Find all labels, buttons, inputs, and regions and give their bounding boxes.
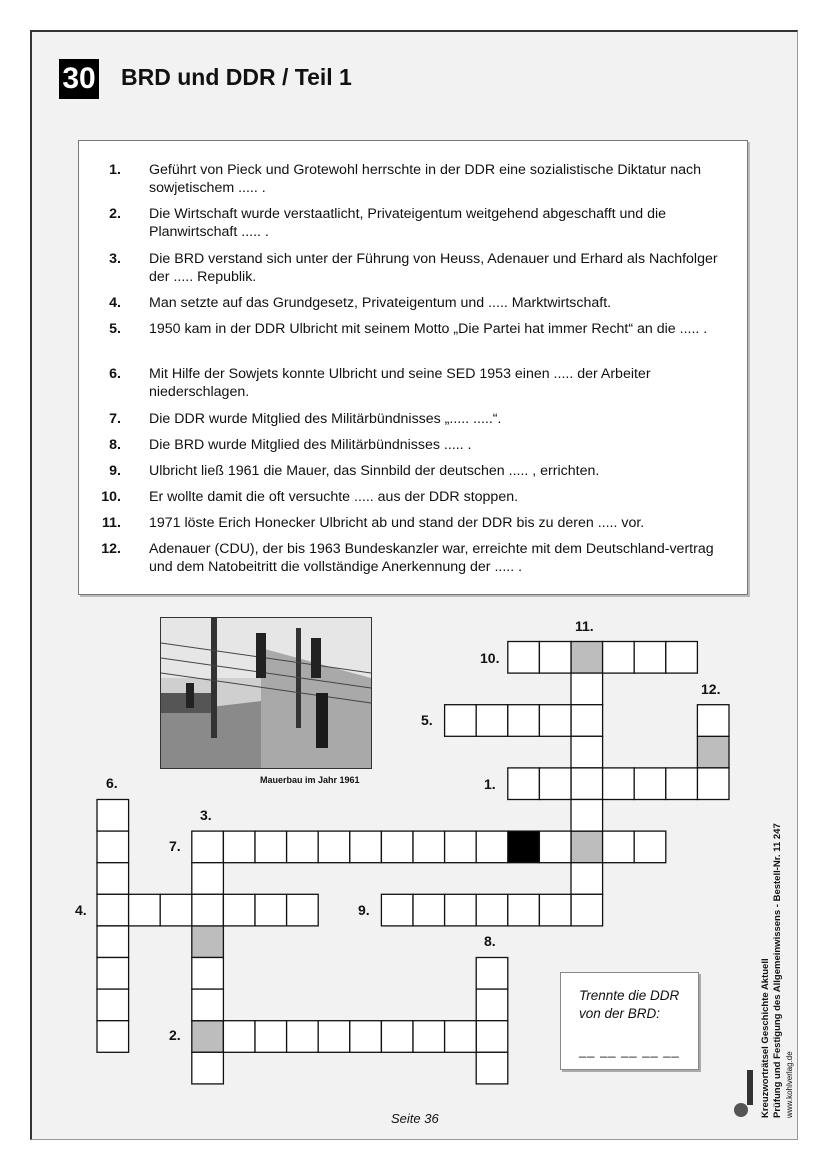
crossword-cell[interactable] bbox=[445, 1021, 477, 1053]
crossword-cell[interactable] bbox=[413, 831, 445, 863]
crossword-cell[interactable] bbox=[571, 863, 603, 895]
crossword-cell[interactable] bbox=[97, 1021, 129, 1053]
crossword-cell[interactable] bbox=[381, 831, 413, 863]
clue-number: 9. bbox=[358, 902, 370, 918]
crossword-cell[interactable] bbox=[445, 831, 477, 863]
crossword-cell[interactable] bbox=[97, 831, 129, 863]
crossword-cell[interactable] bbox=[571, 831, 603, 863]
crossword-cell[interactable] bbox=[571, 768, 603, 800]
crossword-cell[interactable] bbox=[97, 926, 129, 958]
series-subtitle: Prüfung und Festigung des Allgemeinwissens - Bestell-Nr. 11 247 bbox=[772, 823, 783, 1118]
crossword-cell[interactable] bbox=[192, 894, 224, 926]
crossword-cell[interactable] bbox=[508, 768, 540, 800]
crossword-cell[interactable] bbox=[97, 989, 129, 1021]
crossword-cell[interactable] bbox=[508, 705, 540, 737]
publisher-logo bbox=[733, 1060, 755, 1120]
hint-blanks: __ __ __ __ __ bbox=[579, 1043, 680, 1058]
crossword-cell[interactable] bbox=[697, 705, 729, 737]
questions-box: 1. Geführt von Pieck und Grotewohl herrschte in der DDR eine sozialistische Diktatur nach sowjetischem ..... . 2. Die Wirtschaft wurde verstaatlicht, Privateigentum weitgehend abgeschafft und die Planwirtschaft ..... . 3. Die BRD verstand sich unter der Führung von Heuss, Adenauer und Erhard als Nachfolger der ..... Republik. 4. Man setzte auf das Grundgesetz, Privateigentum und ..... Marktwirtschaft. 5. 1950 kam in der DDR Ulbricht mit seinem Motto „Die Partei hat immer Recht“ an die ..... . 6. Mit Hilfe der Sowjets konnte Ulbricht und seine SED 1953 einen ..... der Arbeiter niederschlagen. 7. Die DDR wurde Mitglied des Militärbündnisses „..... .....“. 8. Die BRD wurde Mitglied des Militärbündnisses ..... . 9. Ulbricht ließ 1961 die Mauer, das Sinnbild der deutschen ..... , errichten. 10. Er wollte damit die oft versuchte ..... aus der DDR stoppen. 11. 1971 löste Erich Honecker Ulbricht ab und stand der DDR bis zu deren ..... vor. 12. Adenauer (CDU), der bis 1963 Bundeskanzler war, erreichte mit dem Deutschland-vertrag und dem Natobeitritt die vollständige Anerkennung der ..... . bbox=[78, 140, 748, 595]
crossword-cell[interactable] bbox=[223, 831, 255, 863]
crossword-cell[interactable] bbox=[697, 768, 729, 800]
crossword-cell[interactable] bbox=[603, 831, 635, 863]
clue-number: 5. bbox=[421, 712, 433, 728]
crossword-cell[interactable] bbox=[603, 768, 635, 800]
crossword-cell[interactable] bbox=[666, 642, 698, 674]
crossword-cell[interactable] bbox=[571, 673, 603, 705]
crossword-cell[interactable] bbox=[508, 894, 540, 926]
crossword-cell[interactable] bbox=[350, 1021, 382, 1053]
crossword-cell[interactable] bbox=[539, 642, 571, 674]
crossword-cell[interactable] bbox=[160, 894, 192, 926]
crossword-cell[interactable] bbox=[97, 800, 129, 832]
page-title: BRD und DDR / Teil 1 bbox=[121, 64, 352, 90]
crossword-cell[interactable] bbox=[192, 1021, 224, 1053]
crossword-cell[interactable] bbox=[476, 705, 508, 737]
crossword-cell[interactable] bbox=[508, 831, 540, 863]
series-title: Kreuzworträtsel Geschichte Aktuell bbox=[760, 958, 771, 1118]
crossword-cell[interactable] bbox=[634, 768, 666, 800]
crossword-cell[interactable] bbox=[287, 1021, 319, 1053]
crossword-cell[interactable] bbox=[634, 642, 666, 674]
crossword-cell[interactable] bbox=[381, 894, 413, 926]
crossword-cell[interactable] bbox=[223, 1021, 255, 1053]
clue-number: 4. bbox=[75, 902, 87, 918]
crossword-cell[interactable] bbox=[192, 863, 224, 895]
crossword-cell[interactable] bbox=[697, 736, 729, 768]
crossword-cell[interactable] bbox=[603, 642, 635, 674]
crossword-cell[interactable] bbox=[571, 736, 603, 768]
crossword-cell[interactable] bbox=[571, 894, 603, 926]
crossword-cell[interactable] bbox=[97, 863, 129, 895]
crossword-cell[interactable] bbox=[318, 831, 350, 863]
crossword-cell[interactable] bbox=[508, 642, 540, 674]
crossword-cell[interactable] bbox=[255, 1021, 287, 1053]
crossword-cell[interactable] bbox=[255, 831, 287, 863]
clue-number: 10. bbox=[480, 650, 500, 666]
crossword-cell[interactable] bbox=[539, 768, 571, 800]
clue-number: 3. bbox=[200, 807, 212, 823]
crossword-cell[interactable] bbox=[571, 800, 603, 832]
crossword-cell[interactable] bbox=[571, 642, 603, 674]
clue-number: 11. bbox=[575, 618, 594, 634]
crossword-cell[interactable] bbox=[476, 1021, 508, 1053]
publisher-sidebar bbox=[760, 823, 796, 1118]
crossword-cell[interactable] bbox=[539, 894, 571, 926]
crossword-cell[interactable] bbox=[476, 831, 508, 863]
crossword-cell[interactable] bbox=[350, 831, 382, 863]
crossword-cell[interactable] bbox=[255, 894, 287, 926]
crossword-cell[interactable] bbox=[445, 705, 477, 737]
crossword-cell[interactable] bbox=[476, 958, 508, 990]
crossword-cell[interactable] bbox=[571, 705, 603, 737]
crossword-cell[interactable] bbox=[129, 894, 161, 926]
photo-caption: Mauerbau im Jahr 1961 bbox=[260, 775, 360, 785]
crossword-cell[interactable] bbox=[476, 1052, 508, 1084]
publisher-url: www.kohlverlag.de bbox=[785, 1051, 794, 1118]
crossword-cell[interactable] bbox=[287, 894, 319, 926]
hint-text: Trennte die DDR von der BRD: bbox=[579, 988, 680, 1021]
clue-number: 1. bbox=[484, 776, 496, 792]
clue-number: 7. bbox=[169, 838, 181, 854]
crossword-cell[interactable] bbox=[413, 894, 445, 926]
crossword-cell[interactable] bbox=[539, 705, 571, 737]
crossword-cell[interactable] bbox=[413, 1021, 445, 1053]
crossword-cell[interactable] bbox=[223, 894, 255, 926]
clue-number: 8. bbox=[484, 933, 496, 949]
crossword-cell[interactable] bbox=[287, 831, 319, 863]
hint-box bbox=[560, 972, 699, 1070]
crossword-cell[interactable] bbox=[192, 1052, 224, 1084]
crossword-cell[interactable] bbox=[318, 1021, 350, 1053]
crossword-cell[interactable] bbox=[634, 831, 666, 863]
crossword-cell[interactable] bbox=[381, 1021, 413, 1053]
crossword-cell[interactable] bbox=[192, 831, 224, 863]
crossword-cell[interactable] bbox=[97, 894, 129, 926]
crossword-cell[interactable] bbox=[445, 894, 477, 926]
crossword-cell[interactable] bbox=[476, 989, 508, 1021]
clue-number: 2. bbox=[169, 1027, 181, 1043]
crossword-cell[interactable] bbox=[192, 958, 224, 990]
worksheet-number: 30 bbox=[59, 59, 99, 99]
crossword-cell[interactable] bbox=[666, 768, 698, 800]
crossword-cell[interactable] bbox=[539, 831, 571, 863]
crossword-cell[interactable] bbox=[192, 989, 224, 1021]
crossword-cell[interactable] bbox=[476, 894, 508, 926]
page-number: Seite 36 bbox=[391, 1111, 439, 1126]
crossword-cell[interactable] bbox=[192, 926, 224, 958]
clue-number: 12. bbox=[701, 681, 721, 697]
clue-number: 6. bbox=[106, 775, 118, 791]
crossword-cell[interactable] bbox=[97, 958, 129, 990]
